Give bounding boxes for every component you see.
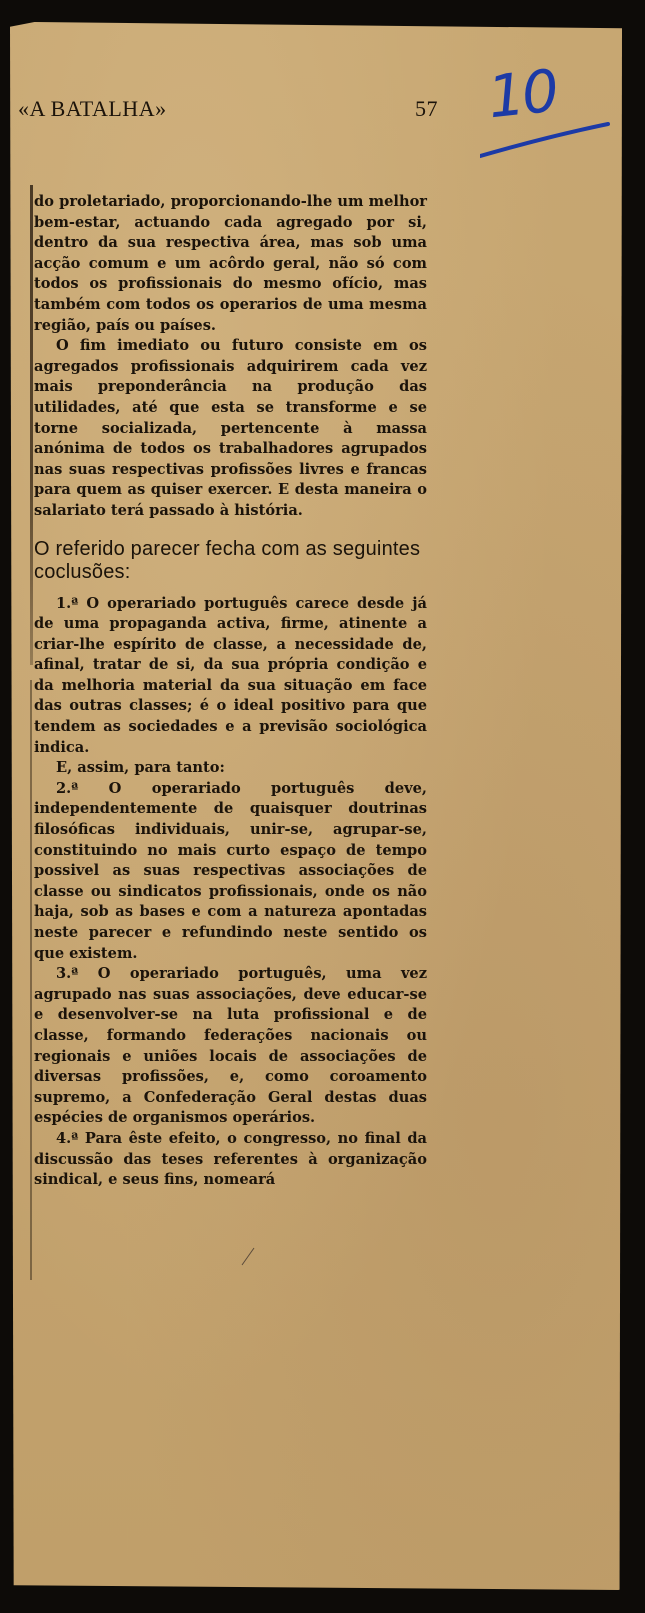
page-header [18, 96, 438, 126]
conclusion-3: 3.ª O operariado português, uma vez agrupado nas suas associações, deve educar-se e desenvolver-se na luta profissional e de classe, formando federações nacionais ou regionais e uniões locais de associações de diversas profissões, e, como coroamento supremo, a Confederação Geral destas duas espécies de organismos operários. [34, 965, 427, 1127]
handwritten-page-mark [480, 58, 610, 168]
conclusion-2: 2.ª O operariado português deve, independentemente de quaisquer doutrinas filosóficas individuais, unir-se, agrupar-se, constituindo no mais curto espaço de tempo possivel as suas respectivas associações de classe ou sindicatos profissionais, onde os não haja, sob as bases e com a natureza apontadas neste parecer e refundindo neste sentido os que existem. [34, 779, 427, 962]
newspaper-title: «A BATALHA» [18, 96, 167, 121]
conclusion-1: 1.ª O operariado português carece desde já de uma propaganda activa, firme, atinente a criar-lhe espírito de classe, a necessidade de, afinal, tratar de si, da sua própria condição e da melhoria material da sua situação em face das outras classes; é o ideal positivo para que tendem as sociedades e a previsão sociológica indica. [34, 594, 427, 756]
pen-stroke-underline [480, 58, 610, 168]
article-body [34, 192, 427, 1191]
handwritten-number: 10 [484, 56, 560, 132]
paragraph-1: do proletariado, proporcionando-lhe um melhor bem-estar, actuando cada agregado por si, dentro da sua respectiva área, mas sob uma acção comum e um acôrdo geral, não só com todos os profissionais do mesmo ofício, mas também com todos os operarios de uma mesma região, país ou países. [34, 193, 427, 334]
page-number: 57 [415, 96, 438, 121]
pencil-tick-mark [238, 1245, 258, 1267]
paragraph-transition: E, assim, para tanto: [56, 759, 225, 777]
conclusion-4: 4.ª Para êste efeito, o congresso, no final da discussão das teses referentes à organização sindical, e seus fins, nomeará [34, 1129, 427, 1189]
conclusions-intro: O referido parecer fecha com as seguintes coclusões: [34, 537, 421, 583]
paragraph-2: O fim imediato ou futuro consiste em os agregados profissionais adquirirem cada vez mais preponderância na produção das utilidades, até que esta se transforme e se torne socializada, pertencente à massa anónima de todos os trabalhadores agrupados nas suas respectivas profissões livres e francas para quem as quiser exercer. E desta maneira o salariato terá passado à história. [34, 337, 427, 519]
column-rule-faint [30, 680, 32, 1280]
column-rule [30, 185, 33, 665]
